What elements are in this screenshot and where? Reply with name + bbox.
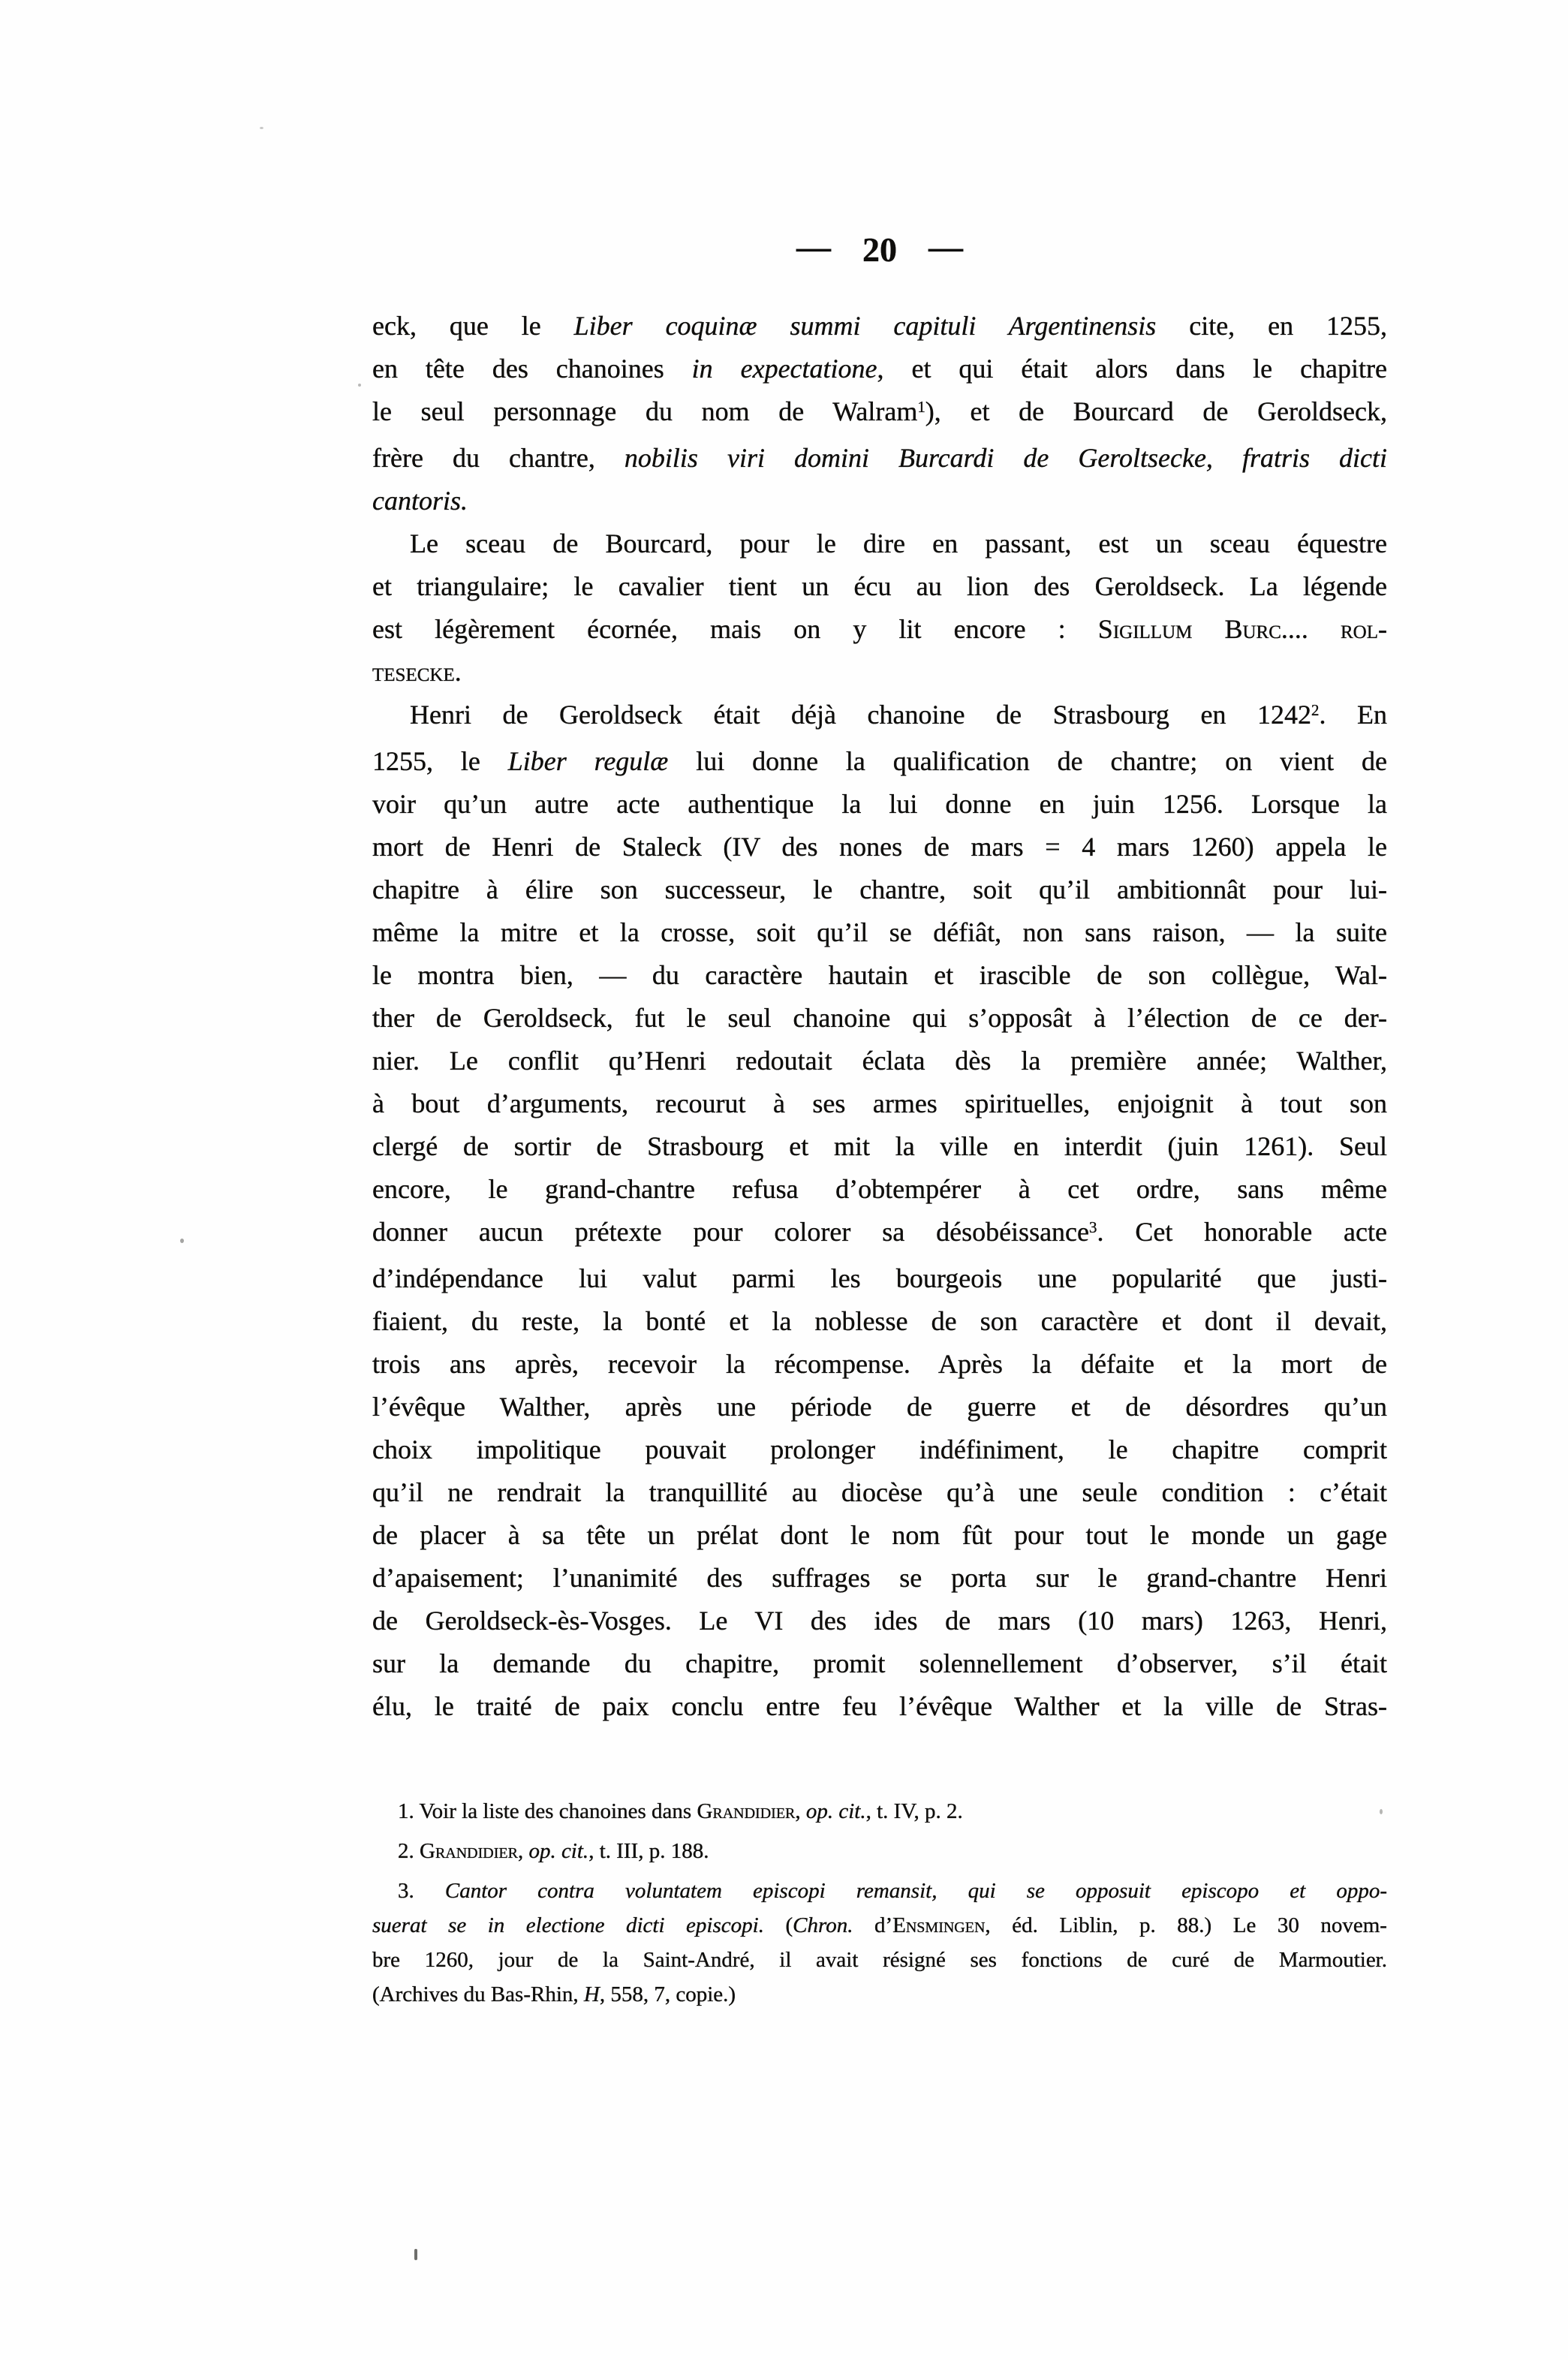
text-segment: op. cit. xyxy=(805,1799,866,1823)
text-line xyxy=(372,480,1387,522)
footnote xyxy=(372,1834,1387,1868)
text-line xyxy=(372,694,1387,740)
text-segment: op. cit. xyxy=(528,1839,589,1863)
text-segment: nobilis viri domini Burcardi de Geroltsecke, fratris dicti xyxy=(624,443,1387,473)
text-segment: bre 1260, jour de la Saint-André, il avait résigné ses fonctions de curé de Marmoutier. xyxy=(372,1948,1387,1972)
text-segment: Chron. xyxy=(793,1913,853,1937)
text-segment: Ensmingen xyxy=(892,1913,986,1937)
text-segment: frère du chantre, xyxy=(372,443,624,473)
scan-speck xyxy=(414,2249,417,2260)
text-segment: d’ xyxy=(853,1913,893,1937)
body-text xyxy=(372,305,1387,1728)
footnote xyxy=(372,1874,1387,2012)
text-segment: Liber regulæ xyxy=(507,746,669,776)
text-line xyxy=(372,783,1387,826)
text-line xyxy=(372,651,1387,694)
text-segment: Grandidier xyxy=(420,1839,518,1863)
text-line xyxy=(372,1300,1387,1343)
text-segment: , xyxy=(517,1839,529,1863)
text-segment: 1255, le xyxy=(372,746,508,776)
text-segment: . Cet honorable acte xyxy=(1097,1217,1387,1247)
text-line xyxy=(372,1211,1387,1257)
text-segment: d’apaisement; l’unanimité des suffrages se porta sur le grand-chantre Henri xyxy=(372,1563,1387,1593)
text-segment: 1. Voir la liste des chanoines dans xyxy=(398,1799,697,1823)
text-segment: . En xyxy=(1319,700,1387,730)
text-line xyxy=(372,1168,1387,1211)
text-line xyxy=(372,911,1387,954)
text-segment: , t. III, p. 188. xyxy=(588,1839,709,1863)
text-segment: donner aucun prétexte pour colorer sa désobéissance xyxy=(372,1217,1090,1247)
text-line xyxy=(372,868,1387,911)
text-segment: 2 xyxy=(1311,700,1320,719)
text-line xyxy=(372,1514,1387,1557)
text-segment: ( xyxy=(763,1913,793,1937)
text-segment: fiaient, du reste, la bonté et la noblesse de son caractère et dont il devait, xyxy=(372,1306,1387,1336)
text-segment: choix impolitique pouvait prolonger indéfiniment, le chapitre comprit xyxy=(372,1434,1387,1464)
text-segment: , xyxy=(795,1799,806,1823)
text-segment: Grandidier xyxy=(697,1799,796,1823)
text-segment: clergé de sortir de Strasbourg et mit la ville en interdit (juin 1261). Seul xyxy=(372,1131,1387,1161)
text-segment: de placer à sa tête un prélat dont le nom fût pour tout le monde un gage xyxy=(372,1520,1387,1550)
text-segment: suerat se in electione dicti episcopi. xyxy=(372,1913,764,1937)
text-segment: nier. Le conflit qu’Henri redoutait éclata dès la première année; Walther, xyxy=(372,1046,1387,1076)
text-segment: de Geroldseck-ès-Vosges. Le VI des ides de mars (10 mars) 1263, Henri, xyxy=(372,1606,1387,1636)
text-line xyxy=(372,1642,1387,1685)
scan-speck xyxy=(180,1239,184,1243)
text-line xyxy=(372,826,1387,868)
text-segment: Sigillum Burc.... rol- xyxy=(1097,614,1387,644)
text-segment: élu, le traité de paix conclu entre feu l’évêque Walther et la ville de Stras- xyxy=(372,1691,1387,1721)
page-number-value: 20 xyxy=(862,230,897,269)
footnote xyxy=(372,1794,1387,1829)
page-number-dash-right: — xyxy=(928,227,963,266)
text-segment: l’évêque Walther, après une période de guerre et de désordres qu’un xyxy=(372,1392,1387,1422)
text-line xyxy=(372,522,1387,565)
text-segment: ther de Geroldseck, fut le seul chanoine qui s’opposât à l’élection de ce der- xyxy=(372,1003,1387,1033)
text-segment: est légèrement écornée, mais on y lit encore : xyxy=(372,614,1098,644)
text-segment: ), et de Bourcard de Geroldseck, xyxy=(925,396,1387,426)
text-segment: Henri de Geroldseck était déjà chanoine de Strasbourg en 1242 xyxy=(410,700,1311,730)
text-line xyxy=(372,1977,1387,2012)
text-segment: , éd. Liblin, p. 88.) Le 30 novem- xyxy=(985,1913,1387,1937)
text-segment: mort de Henri de Staleck (IV des nones de mars = 4 mars 1260) appela le xyxy=(372,832,1387,862)
text-segment: in expectatione xyxy=(691,354,877,384)
text-line xyxy=(372,954,1387,997)
text-segment: Cantor contra voluntatem episcopi remansit, qui se opposuit episcopo et oppo- xyxy=(444,1879,1387,1903)
text-segment: à bout d’arguments, recourut à ses armes spirituelles, enjoignit à tout son xyxy=(372,1088,1387,1118)
text-segment: sur la demande du chapitre, promit solennellement d’observer, s’il était xyxy=(372,1648,1387,1678)
text-segment: cantoris. xyxy=(372,486,468,516)
text-segment: d’indépendance lui valut parmi les bourgeois une popularité que justi- xyxy=(372,1263,1387,1293)
text-segment: voir qu’un autre acte authentique la lui donne en juin 1256. Lorsque la xyxy=(372,789,1387,819)
text-segment: en tête des chanoines xyxy=(372,354,692,384)
paragraph xyxy=(372,694,1387,1728)
paragraph xyxy=(372,522,1387,694)
scan-speck xyxy=(1380,1809,1383,1814)
text-line xyxy=(372,1874,1387,1908)
text-segment: eck, que le xyxy=(372,311,574,341)
text-segment: chapitre à élire son successeur, le chantre, soit qu’il ambitionnât pour lui- xyxy=(372,874,1387,905)
page-number-dash-left: — xyxy=(796,227,831,266)
text-line xyxy=(372,1386,1387,1428)
text-segment: encore, le grand-chantre refusa d’obtempérer à cet ordre, sans même xyxy=(372,1174,1387,1204)
text-segment: lui donne la qualification de chantre; on vient de xyxy=(668,746,1387,776)
text-segment: tesecke. xyxy=(372,657,462,687)
text-line xyxy=(372,1125,1387,1168)
text-line xyxy=(372,1834,1387,1868)
text-segment: , t. IV, p. 2. xyxy=(865,1799,963,1823)
text-line xyxy=(372,565,1387,608)
text-line xyxy=(372,1040,1387,1082)
text-line xyxy=(372,1082,1387,1125)
text-segment: 1 xyxy=(917,397,925,416)
text-line xyxy=(372,608,1387,651)
text-line xyxy=(372,390,1387,437)
footnotes xyxy=(372,1794,1387,2017)
text-line xyxy=(372,997,1387,1040)
text-line xyxy=(372,1794,1387,1829)
text-line xyxy=(372,1557,1387,1600)
text-segment: H xyxy=(583,1982,600,2006)
text-line xyxy=(372,1257,1387,1300)
text-line xyxy=(372,437,1387,480)
text-segment: trois ans après, recevoir la récompense. Après la défaite et la mort de xyxy=(372,1349,1387,1379)
text-segment: , et qui était alors dans le chapitre xyxy=(877,354,1387,384)
text-segment: Liber coquinæ summi capituli Argentinensis xyxy=(573,311,1157,341)
text-line xyxy=(372,1943,1387,1977)
text-segment: qu’il ne rendrait la tranquillité au diocèse qu’à une seule condition : c’était xyxy=(372,1477,1387,1507)
text-line xyxy=(372,1343,1387,1386)
text-segment: cite, en 1255, xyxy=(1156,311,1387,341)
text-segment: le montra bien, — du caractère hautain et irascible de son collègue, Wal- xyxy=(372,960,1387,990)
text-segment: et triangulaire; le cavalier tient un écu au lion des Geroldseck. La légende xyxy=(372,571,1387,601)
text-segment: (Archives du Bas-Rhin, xyxy=(372,1982,584,2006)
scan-speck xyxy=(260,127,263,129)
text-segment: 3 xyxy=(1089,1218,1097,1236)
text-segment: 2. xyxy=(398,1839,420,1863)
text-line xyxy=(372,1428,1387,1471)
text-segment: , 558, 7, copie.) xyxy=(599,1982,736,2006)
text-line xyxy=(372,348,1387,390)
paragraph xyxy=(372,305,1387,522)
text-segment: Le sceau de Bourcard, pour le dire en passant, est un sceau équestre xyxy=(410,528,1387,558)
page-number xyxy=(372,227,1387,269)
text-line xyxy=(372,1600,1387,1642)
text-segment: le seul personnage du nom de Walram xyxy=(372,396,918,426)
scan-speck xyxy=(358,384,361,387)
text-line xyxy=(372,740,1387,783)
text-line xyxy=(372,1685,1387,1728)
text-segment: 3. xyxy=(398,1879,445,1903)
text-line xyxy=(372,1908,1387,1943)
text-line xyxy=(372,305,1387,348)
text-line xyxy=(372,1471,1387,1514)
text-segment: même la mitre et la crosse, soit qu’il se défiât, non sans raison, — la suite xyxy=(372,917,1387,947)
